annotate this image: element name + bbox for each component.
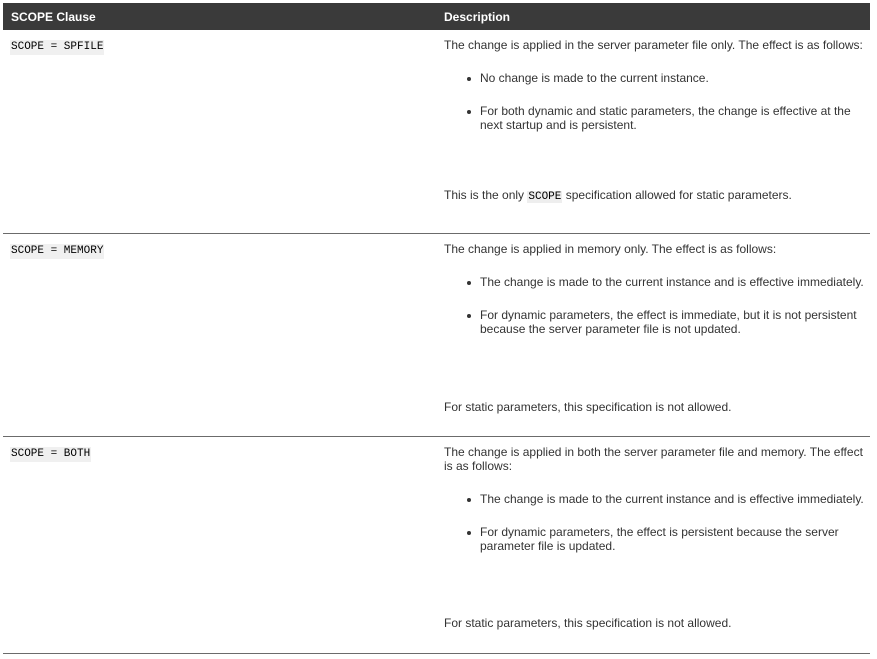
description-closing (444, 188, 792, 204)
description-closing: For static parameters, this specification is not allowed. (444, 616, 732, 630)
column-header-description: Description (444, 9, 511, 24)
effect-item: No change is made to the current instance. (444, 71, 864, 85)
scope-inline-code: SCOPE (528, 191, 562, 203)
clause-code: SCOPE = MEMORY (11, 245, 104, 257)
effect-item: For dynamic parameters, the effect is immediate, but it is not persistent because the server parameter file is not updated. (444, 308, 864, 336)
table-row-both (3, 437, 870, 654)
scope-clause-table (3, 3, 870, 654)
effect-item: For both dynamic and static parameters, the change is effective at the next startup and is persistent. (444, 104, 864, 132)
effect-list (444, 492, 864, 553)
clause-code: SCOPE = BOTH (11, 448, 91, 460)
table-header (3, 3, 870, 30)
description-intro: The change is applied in the server parameter file only. The effect is as follows: (444, 38, 863, 52)
effect-list (444, 275, 864, 336)
effect-item: The change is made to the current instance and is effective immediately. (444, 492, 864, 506)
description-cell (444, 445, 864, 630)
column-header-scope-clause: SCOPE Clause (11, 9, 96, 24)
description-intro: The change is applied in both the server parameter file and memory. The effect is as follows: (444, 445, 863, 473)
clause-code: SCOPE = SPFILE (11, 41, 104, 53)
description-closing: For static parameters, this specification is not allowed. (444, 400, 732, 414)
closing-text-end: specification allowed for static parameters. (562, 188, 792, 202)
table-row-memory (3, 234, 870, 437)
description-intro: The change is applied in memory only. The effect is as follows: (444, 242, 777, 256)
table-row-spfile (3, 30, 870, 234)
description-cell (444, 242, 864, 414)
effect-item: For dynamic parameters, the effect is persistent because the server parameter file is updated. (444, 525, 864, 553)
closing-text-start: This is the only (444, 188, 528, 202)
description-cell (444, 38, 864, 203)
effect-list (444, 71, 864, 132)
effect-item: The change is made to the current instance and is effective immediately. (444, 275, 864, 289)
